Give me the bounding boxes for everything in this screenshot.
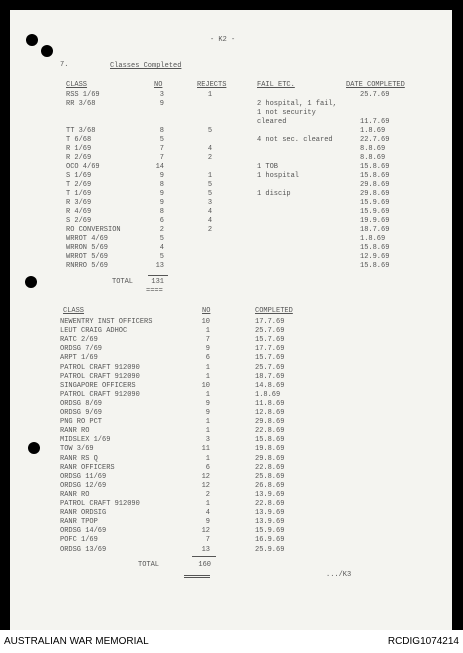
table1-no-cell: 9: [159, 190, 164, 198]
total-double-rule: [184, 577, 210, 578]
table2-class-cell: ORDSG 12/69: [60, 481, 107, 490]
table2-no-cell: 7: [205, 336, 210, 345]
table1-class-cell: S 1/69: [66, 172, 92, 180]
t1-total-value: 131: [151, 278, 164, 286]
table1-no-cell: 9: [159, 100, 164, 108]
table1-no-cell: 3: [159, 91, 164, 99]
table2-no-cell: 10: [201, 318, 210, 326]
table1-class-cell: R 3/69: [66, 199, 92, 207]
table2-class-cell: TOW 3/69: [60, 445, 94, 454]
table2-class-cell: LEUT CRAIG ADHOC: [60, 327, 128, 336]
table1-rejects-cell: 3: [207, 199, 213, 207]
table1-class-cell: R 4/69: [66, 208, 92, 216]
table1-no-cell: 5: [159, 235, 164, 243]
t2-header-date: COMPLETED: [255, 307, 293, 315]
table2-no-cell: 9: [205, 399, 210, 408]
table1-no-cell: 8: [159, 208, 164, 216]
t1-header-rejects: REJECTS: [197, 81, 227, 89]
table1-fail-cell: 1 not security: [257, 109, 316, 117]
table2-no-cell: 6: [205, 463, 210, 472]
table2-class-cell: POFC 1/69: [60, 536, 98, 545]
table1-date-cell: 8.8.69: [360, 154, 386, 162]
table2-class-cell: RANR RO: [60, 490, 90, 499]
t2-total-value: 160: [198, 561, 211, 569]
table2-no-cell: 4: [205, 509, 210, 518]
table2-class-cell: ORDSG 8/69: [60, 399, 103, 408]
table2-class-cell: RANR RO: [60, 427, 90, 436]
table2-no-cell: 9: [205, 409, 210, 417]
table1-rejects-cell: 4: [207, 217, 213, 225]
punch-hole: [28, 442, 40, 454]
table1-date-cell: 8.8.69: [360, 145, 386, 153]
table1-no-cell: 8: [159, 181, 164, 189]
table2-date-cell: 17.7.69: [255, 345, 285, 354]
table1-date-cell: 15.8.69: [360, 262, 390, 270]
table2-class-cell: ORDSG 9/69: [60, 409, 103, 417]
table2-no-cell: 3: [205, 436, 210, 445]
table2-class-cell: RATC 2/69: [60, 336, 98, 345]
table2-date-cell: 15.7.69: [255, 354, 285, 363]
table1-class-cell: R 1/69: [66, 145, 92, 153]
table1-date-cell: 12.9.69: [360, 253, 390, 261]
table1-rejects-cell: 1: [207, 172, 213, 180]
table1-class-cell: WRROT 5/69: [66, 253, 109, 261]
table1-date-cell: 11.7.69: [360, 118, 390, 126]
table2-date-cell: 16.9.69: [255, 536, 285, 545]
table2-no-cell: 1: [205, 427, 210, 436]
table1-class-cell: S 2/69: [66, 217, 92, 225]
table1-no-cell: 9: [159, 172, 164, 180]
table2-date-cell: 13.9.69: [255, 518, 285, 527]
section-title: Classes Completed: [110, 62, 182, 70]
table1-no-cell: 6: [159, 217, 164, 225]
table2-date-cell: 29.8.69: [255, 418, 285, 427]
table2-no-cell: 12: [201, 527, 210, 536]
table2-no-cell: 1: [205, 418, 210, 427]
table1-rejects-cell: 1: [207, 91, 213, 99]
table1-no-cell: 7: [159, 145, 164, 153]
table2-no-cell: 1: [205, 500, 210, 508]
table1-date-cell: 1.8.69: [360, 235, 386, 243]
table2-no-cell: 12: [201, 472, 210, 481]
table2-class-cell: PATROL CRAFT 912090: [60, 372, 140, 381]
table1-class-cell: T 2/69: [66, 181, 92, 189]
table1-date-cell: 19.9.69: [360, 217, 390, 225]
table1-rejects-cell: 2: [207, 226, 213, 234]
table1-no-cell: 14: [155, 163, 164, 171]
table2-no-cell: 11: [201, 445, 210, 454]
table2-date-cell: 13.9.69: [255, 509, 285, 518]
table1-no-cell: 2: [159, 226, 164, 234]
footer-record-id: RCDIG1074214: [387, 636, 459, 647]
table1-date-cell: 29.8.69: [360, 190, 390, 198]
table2-no-cell: 9: [205, 345, 210, 354]
table2-date-cell: 22.8.69: [255, 500, 285, 508]
continuation-note: .../K3: [326, 571, 352, 579]
table2-class-cell: ARPT 1/69: [60, 354, 98, 363]
table2-no-cell: 9: [205, 518, 210, 527]
table2-no-cell: 10: [201, 381, 210, 390]
table2-class-cell: NEWENTRY INST OFFICERS: [60, 318, 153, 326]
table1-date-cell: 15.8.69: [360, 244, 390, 252]
table1-class-cell: R 2/69: [66, 154, 92, 162]
table2-date-cell: 26.8.69: [255, 481, 285, 490]
table1-fail-cell: cleared: [257, 118, 287, 126]
table1-date-cell: 1.8.69: [360, 127, 386, 135]
table2-class-cell: ORDSG 11/69: [60, 472, 107, 481]
table1-date-cell: 29.8.69: [360, 181, 390, 189]
table1-class-cell: TT 3/68: [66, 127, 96, 135]
table1-fail-cell: 2 hospital, 1 fail,: [257, 100, 337, 108]
table1-fail-cell: 1 discip: [257, 190, 291, 198]
table2-date-cell: 19.8.69: [255, 445, 285, 454]
table2-class-cell: RANR TPOP: [60, 518, 98, 527]
table1-class-cell: RNRRO 5/69: [66, 262, 109, 270]
table1-date-cell: 22.7.69: [360, 136, 390, 144]
page-number: - K2 -: [210, 36, 236, 44]
table2-date-cell: 11.8.69: [255, 399, 285, 408]
table1-class-cell: T 1/69: [66, 190, 92, 198]
table2-class-cell: PATROL CRAFT 912090: [60, 363, 140, 372]
table1-fail-cell: 1 hospital: [257, 172, 300, 180]
punch-hole: [25, 276, 37, 288]
t2-total-label: TOTAL: [138, 561, 160, 569]
table1-date-cell: 15.8.69: [360, 172, 390, 180]
table2-no-cell: 2: [205, 490, 210, 499]
table2-class-cell: ORDSG 13/69: [60, 545, 107, 554]
table2-date-cell: 15.8.69: [255, 436, 285, 445]
table1-rejects-cell: 4: [207, 208, 213, 216]
t1-total-mark: ====: [146, 287, 163, 295]
table2-date-cell: 22.8.69: [255, 463, 285, 472]
table2-date-cell: 15.7.69: [255, 336, 285, 345]
table2-date-cell: 17.7.69: [255, 318, 285, 326]
table1-no-cell: 5: [159, 253, 164, 261]
table2-class-cell: PATROL CRAFT 912090: [60, 390, 140, 399]
table1-date-cell: 18.7.69: [360, 226, 390, 234]
table1-rejects-cell: 5: [207, 181, 213, 189]
table2-date-cell: 15.9.69: [255, 527, 285, 536]
table2-date-cell: 18.7.69: [255, 372, 285, 381]
table1-class-cell: RO CONVERSION: [66, 226, 121, 234]
table2-date-cell: 25.8.69: [255, 472, 285, 481]
table2-no-cell: 6: [205, 354, 210, 363]
total-double-rule: [184, 575, 210, 576]
table1-class-cell: OCO 4/69: [66, 163, 100, 171]
t2-header-no: NO: [202, 307, 211, 315]
table2-date-cell: 13.9.69: [255, 490, 285, 499]
table2-class-cell: SINGAPORE OFFICERS: [60, 381, 136, 390]
table1-class-cell: T 6/68: [66, 136, 92, 144]
table1-no-cell: 8: [159, 127, 164, 135]
table2-date-cell: 22.8.69: [255, 427, 285, 436]
table2-class-cell: RANR ORDSIG: [60, 509, 107, 518]
table2-no-cell: 1: [205, 363, 210, 372]
table1-class-cell: RR 3/68: [66, 100, 96, 108]
footer-archive-name: AUSTRALIAN WAR MEMORIAL: [4, 636, 149, 647]
table2-no-cell: 1: [205, 327, 210, 336]
table1-class-cell: WRRON 5/69: [66, 244, 109, 252]
table1-fail-cell: 1 TOB: [257, 163, 279, 171]
table2-class-cell: PNG RO PCT: [60, 418, 103, 427]
archive-footer: [0, 630, 463, 653]
table1-no-cell: 9: [159, 199, 164, 207]
table1-no-cell: 13: [155, 262, 164, 270]
t1-total-label: TOTAL: [112, 278, 134, 286]
table2-no-cell: 1: [205, 454, 210, 463]
table1-date-cell: 15.9.69: [360, 199, 390, 207]
document-page: [10, 10, 452, 630]
table2-date-cell: 14.8.69: [255, 381, 285, 390]
table2-no-cell: 1: [205, 372, 210, 381]
t2-header-class: CLASS: [63, 307, 85, 315]
table2-class-cell: RANR OFFICERS: [60, 463, 115, 472]
table1-no-cell: 7: [159, 154, 164, 162]
table1-date-cell: 15.9.69: [360, 208, 390, 216]
total-rule: [192, 556, 216, 557]
table2-date-cell: 25.7.69: [255, 363, 285, 372]
t1-header-class: CLASS: [66, 81, 88, 89]
section-number: 7.: [60, 61, 69, 69]
table2-no-cell: 7: [205, 536, 210, 545]
t1-header-fail: FAIL ETC.: [257, 81, 295, 89]
table1-no-cell: 4: [159, 244, 164, 252]
table2-date-cell: 12.8.69: [255, 409, 285, 417]
table2-no-cell: 12: [201, 481, 210, 490]
table2-date-cell: 25.9.69: [255, 545, 285, 554]
table2-class-cell: ORDSG 7/69: [60, 345, 103, 354]
table1-date-cell: 25.7.69: [360, 91, 390, 99]
punch-hole: [41, 45, 53, 57]
table2-class-cell: ORDSG 14/69: [60, 527, 107, 536]
punch-hole: [26, 34, 38, 46]
table1-date-cell: 15.8.69: [360, 163, 390, 171]
table2-no-cell: 13: [201, 545, 210, 554]
total-rule: [148, 275, 168, 276]
table1-rejects-cell: 2: [207, 154, 213, 162]
table2-date-cell: 29.8.69: [255, 454, 285, 463]
table1-fail-cell: 4 not sec. cleared: [257, 136, 333, 144]
table1-rejects-cell: 4: [207, 145, 213, 153]
t1-header-no: NO: [154, 81, 163, 89]
table1-no-cell: 5: [159, 136, 164, 144]
t1-header-date: DATE COMPLETED: [346, 81, 405, 89]
table1-rejects-cell: 5: [207, 127, 213, 135]
table1-class-cell: WRROT 4/69: [66, 235, 109, 243]
table1-rejects-cell: 5: [207, 190, 213, 198]
table2-no-cell: 1: [205, 390, 210, 399]
table2-class-cell: PATROL CRAFT 912090: [60, 500, 140, 508]
table2-date-cell: 25.7.69: [255, 327, 285, 336]
table1-class-cell: RSS 1/69: [66, 91, 100, 99]
table2-class-cell: RANR RS Q: [60, 454, 98, 463]
table2-date-cell: 1.8.69: [255, 390, 281, 399]
table2-class-cell: MIDSLEX 1/69: [60, 436, 111, 445]
